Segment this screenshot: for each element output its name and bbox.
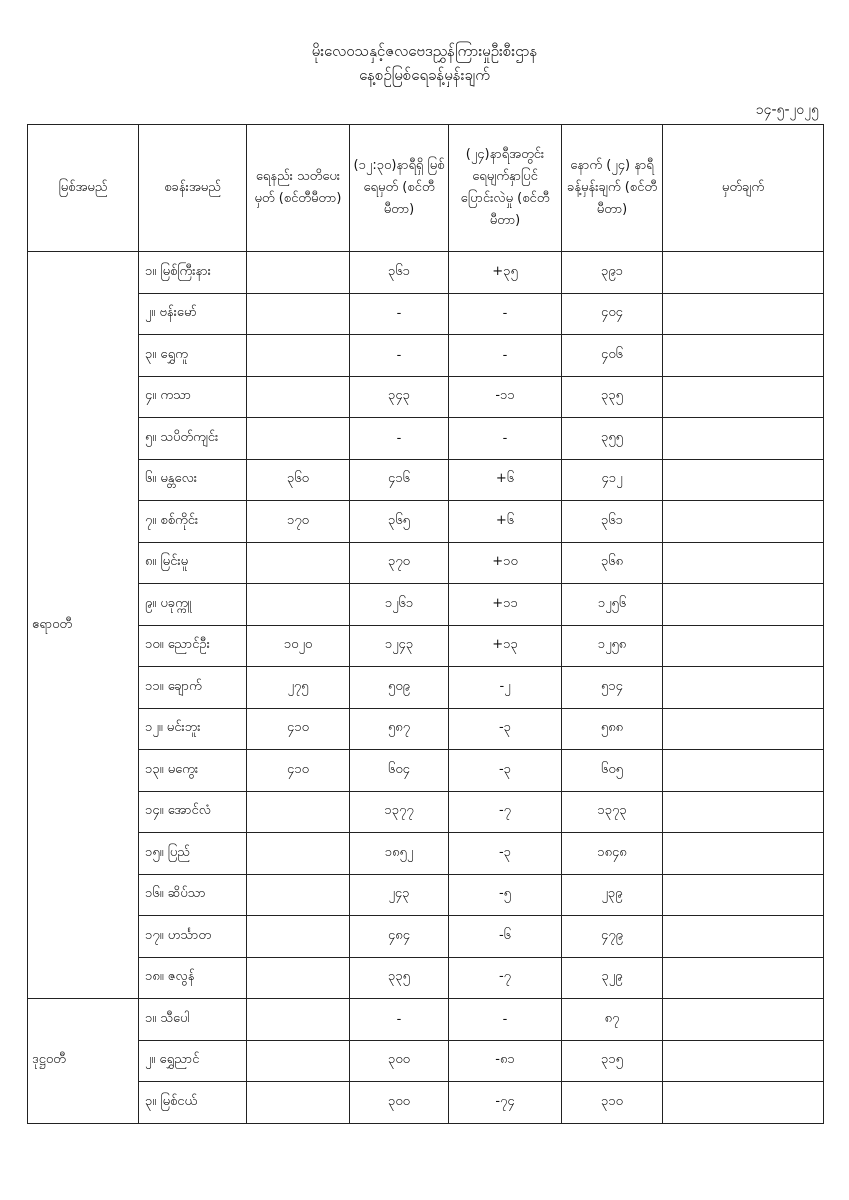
warning-cell: [247, 1040, 350, 1082]
remark-cell: [663, 252, 824, 294]
station-cell: ၈။ မြင်းမူ: [139, 542, 247, 584]
warning-cell: [247, 999, 350, 1041]
level-cell: ၅၈၇: [350, 708, 449, 750]
change-cell: +၆: [449, 459, 562, 501]
remark-cell: [663, 791, 824, 833]
warning-cell: [247, 293, 350, 335]
table-row: [28, 667, 824, 709]
change-cell: +၁၁: [449, 584, 562, 626]
change-cell: -: [449, 418, 562, 460]
col-header-station: စခန်းအမည်: [139, 125, 247, 252]
level-cell: -: [350, 418, 449, 460]
station-cell: ၁။ မြစ်ကြီးနား: [139, 252, 247, 294]
station-cell: ၅။ သပိတ်ကျင်း: [139, 418, 247, 460]
forecast-cell: ၄၀၆: [562, 335, 663, 377]
change-cell: -၇၄: [449, 1082, 562, 1124]
table-row: [28, 252, 824, 294]
forecast-cell: ၁၂၅၈: [562, 625, 663, 667]
forecast-cell: ၃၂၉: [562, 957, 663, 999]
station-cell: ၉။ ပခုက္ကူ: [139, 584, 247, 626]
change-cell: +၁၀: [449, 542, 562, 584]
warning-cell: ၁၀၂၀: [247, 625, 350, 667]
remark-cell: [663, 1040, 824, 1082]
table-row: [28, 791, 824, 833]
col-header-low-warning: ရေနည်း သတိပေးမှတ် (စင်တီမီတာ): [247, 125, 350, 252]
remark-cell: [663, 542, 824, 584]
remark-cell: [663, 999, 824, 1041]
table-row: [28, 874, 824, 916]
remark-cell: [663, 874, 824, 916]
remark-cell: [663, 376, 824, 418]
level-cell: ၁၂၄၃: [350, 625, 449, 667]
level-cell: ၄၈၄: [350, 916, 449, 958]
level-cell: ၃၀၀: [350, 1040, 449, 1082]
station-cell: ၇။ စစ်ကိုင်း: [139, 501, 247, 543]
level-cell: ၃၇၀: [350, 542, 449, 584]
remark-cell: [663, 667, 824, 709]
table-row: [28, 584, 824, 626]
station-cell: ၁၀။ ညောင်ဦး: [139, 625, 247, 667]
warning-cell: [247, 252, 350, 294]
forecast-cell: ၃၅၅: [562, 418, 663, 460]
change-cell: -၅: [449, 874, 562, 916]
warning-cell: ၂၇၅: [247, 667, 350, 709]
level-cell: ၃၄၃: [350, 376, 449, 418]
warning-cell: [247, 418, 350, 460]
remark-cell: [663, 833, 824, 875]
forecast-cell: ၅၈၈: [562, 708, 663, 750]
table-row: [28, 625, 824, 667]
table-row: [28, 999, 824, 1041]
table-row: [28, 335, 824, 377]
forecast-cell: ၄၇၉: [562, 916, 663, 958]
forecast-cell: ၁၃၇၃: [562, 791, 663, 833]
station-cell: ၄။ ကသာ: [139, 376, 247, 418]
level-cell: -: [350, 999, 449, 1041]
station-cell: ၁၄။ အောင်လံ: [139, 791, 247, 833]
table-row: [28, 376, 824, 418]
station-cell: ၁၅။ ပြည်: [139, 833, 247, 875]
remark-cell: [663, 1082, 824, 1124]
level-cell: ၁၈၅၂: [350, 833, 449, 875]
station-cell: ၁၃။ မကွေး: [139, 750, 247, 792]
forecast-cell: ၃၃၅: [562, 376, 663, 418]
table-row: [28, 1082, 824, 1124]
station-cell: ၂။ ဗန်းမော်: [139, 293, 247, 335]
forecast-cell: ၁၈၄၈: [562, 833, 663, 875]
warning-cell: ၄၁၀: [247, 708, 350, 750]
change-cell: -၇: [449, 791, 562, 833]
forecast-cell: ၃၆၈: [562, 542, 663, 584]
header-row: [28, 125, 824, 252]
warning-cell: [247, 584, 350, 626]
forecast-cell: ၄၁၂: [562, 459, 663, 501]
station-cell: ၁၈။ ဇလွန်: [139, 957, 247, 999]
station-cell: ၃။ ရွှေကူ: [139, 335, 247, 377]
level-cell: ၄၁၆: [350, 459, 449, 501]
forecast-cell: ၆၀၅: [562, 750, 663, 792]
change-cell: -: [449, 293, 562, 335]
table-row: [28, 542, 824, 584]
change-cell: -၃: [449, 833, 562, 875]
station-cell: ၂။ ရွှေညာင်: [139, 1040, 247, 1082]
river-name-cell: ဒုဋ္ဌဝတီ: [28, 999, 139, 1124]
remark-cell: [663, 625, 824, 667]
warning-cell: [247, 376, 350, 418]
station-cell: ၃။ မြစ်ငယ်: [139, 1082, 247, 1124]
warning-cell: ၁၇၀: [247, 501, 350, 543]
warning-cell: [247, 833, 350, 875]
col-header-forecast: နောက် (၂၄) နာရီ ခန့်မှန်းချက် (စင်တီမီတာ): [562, 125, 663, 252]
warning-cell: [247, 874, 350, 916]
remark-cell: [663, 916, 824, 958]
change-cell: -: [449, 335, 562, 377]
table-row: [28, 1040, 824, 1082]
warning-cell: ၃၆၀: [247, 459, 350, 501]
warning-cell: [247, 957, 350, 999]
level-cell: ၃၀၀: [350, 1082, 449, 1124]
station-cell: ၁။ သီပေါ: [139, 999, 247, 1041]
station-cell: ၁၁။ ချောက်: [139, 667, 247, 709]
level-cell: -: [350, 335, 449, 377]
table-body: [28, 252, 824, 1124]
report-date: ၁၄-၅-၂၀၂၅: [755, 102, 819, 118]
table-row: [28, 459, 824, 501]
warning-cell: [247, 542, 350, 584]
col-header-24h-change: (၂၄)နာရီအတွင်း ရေမျက်နှာပြင် ပြောင်းလဲမှု (စင်တီမီတာ): [449, 125, 562, 252]
col-header-river: မြစ်အမည်: [28, 125, 139, 252]
station-cell: ၁၂။ မင်းဘူး: [139, 708, 247, 750]
department-title: မိုးလေဝသနှင့်ဇလဗေဒညွှန်ကြားမှုဦးစီးဌာန: [311, 42, 538, 60]
station-cell: ၁၆။ ဆိပ်သာ: [139, 874, 247, 916]
remark-cell: [663, 957, 824, 999]
change-cell: -၆: [449, 916, 562, 958]
change-cell: +၆: [449, 501, 562, 543]
table-row: [28, 833, 824, 875]
col-header-remark: မှတ်ချက်: [663, 125, 824, 252]
forecast-cell: ၂၃၉: [562, 874, 663, 916]
warning-cell: [247, 916, 350, 958]
level-cell: ၂၄၃: [350, 874, 449, 916]
river-name-cell: ဧရာဝတီ: [28, 252, 139, 999]
table-row: [28, 750, 824, 792]
change-cell: +၁၃: [449, 625, 562, 667]
table-row: [28, 418, 824, 460]
level-cell: ၁၃၇၇: [350, 791, 449, 833]
forecast-cell: ၃၉၁: [562, 252, 663, 294]
level-cell: ၃၃၅: [350, 957, 449, 999]
change-cell: -၂: [449, 667, 562, 709]
change-cell: -၃: [449, 750, 562, 792]
warning-cell: [247, 791, 350, 833]
remark-cell: [663, 708, 824, 750]
forecast-cell: ၄၀၄: [562, 293, 663, 335]
river-forecast-table: [27, 124, 824, 1124]
remark-cell: [663, 418, 824, 460]
level-cell: ၃၆၅: [350, 501, 449, 543]
level-cell: ၅၀၉: [350, 667, 449, 709]
forecast-cell: ၃၁၀: [562, 1082, 663, 1124]
col-header-current-level: (၁၂:၃၀)နာရီရှိ မြစ်ရေမှတ် (စင်တီမီတာ): [350, 125, 449, 252]
warning-cell: [247, 335, 350, 377]
change-cell: -၇: [449, 957, 562, 999]
forecast-cell: ၈၇: [562, 999, 663, 1041]
remark-cell: [663, 293, 824, 335]
station-cell: ၁၇။ ဟင်္သာတ: [139, 916, 247, 958]
change-cell: -၁၁: [449, 376, 562, 418]
remark-cell: [663, 459, 824, 501]
remark-cell: [663, 584, 824, 626]
forecast-cell: ၃၆၁: [562, 501, 663, 543]
level-cell: ၆၀၄: [350, 750, 449, 792]
forecast-cell: ၅၁၄: [562, 667, 663, 709]
change-cell: -၃: [449, 708, 562, 750]
station-cell: ၆။ မန္တလေး: [139, 459, 247, 501]
forecast-cell: ၃၁၅: [562, 1040, 663, 1082]
table-row: [28, 916, 824, 958]
change-cell: -၈၁: [449, 1040, 562, 1082]
change-cell: -: [449, 999, 562, 1041]
level-cell: -: [350, 293, 449, 335]
table-row: [28, 957, 824, 999]
forecast-cell: ၁၂၅၆: [562, 584, 663, 626]
table-row: [28, 708, 824, 750]
level-cell: ၁၂၆၁: [350, 584, 449, 626]
table-row: [28, 293, 824, 335]
remark-cell: [663, 335, 824, 377]
warning-cell: [247, 1082, 350, 1124]
remark-cell: [663, 501, 824, 543]
change-cell: +၃၅: [449, 252, 562, 294]
warning-cell: ၄၁၀: [247, 750, 350, 792]
table-row: [28, 501, 824, 543]
report-subtitle: နေ့စဉ်မြစ်ရေခန့်မှန်းချက်: [359, 66, 490, 84]
remark-cell: [663, 750, 824, 792]
level-cell: ၃၆၁: [350, 252, 449, 294]
